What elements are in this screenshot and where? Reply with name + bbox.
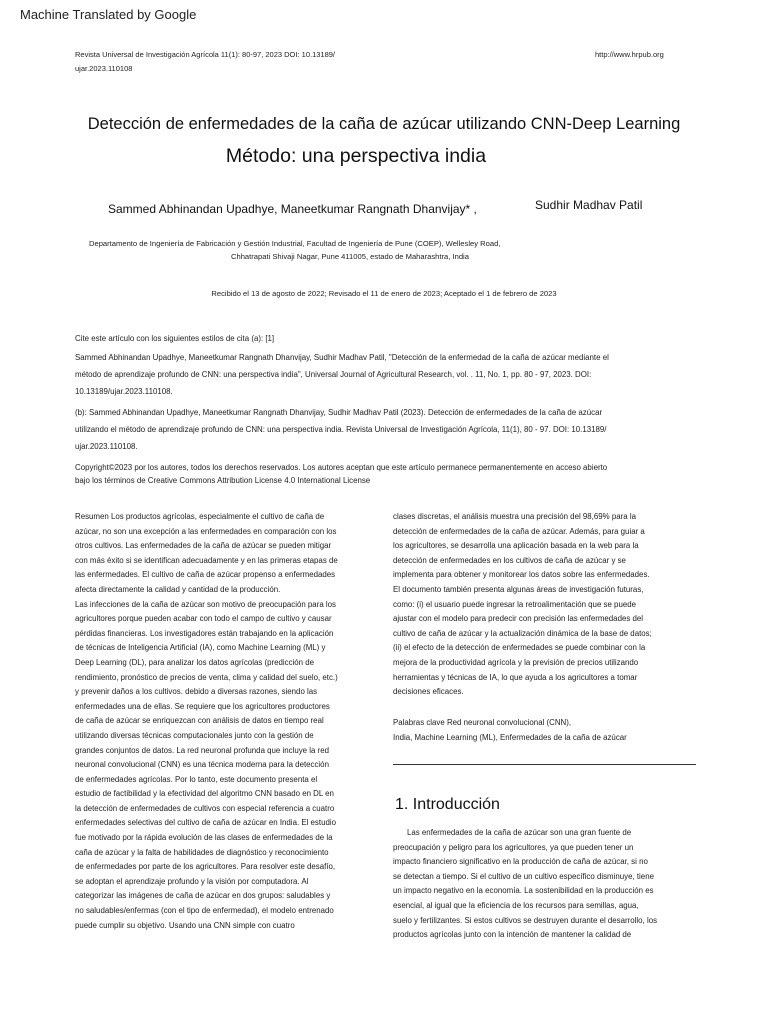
copyright-line: Copyright©2023 por los autores, todos los derechos reservados. Los autores aceptan que este artículo permanece permanentemente en acceso abierto [75, 463, 608, 472]
section-divider [393, 764, 696, 765]
abstract-line: estudio de factibilidad y la efectividad del algoritmo CNN basado en DL en [75, 789, 334, 799]
abstract-line: implementa para obtener y monitorear los datos sobre las enfermedades. [393, 570, 650, 580]
abstract-line: grandes conjuntos de datos. La red neuronal profunda que incluye la red [75, 745, 329, 755]
journal-citation-line-1: Revista Universal de Investigación Agrícola 11(1): 80-97, 2023 DOI: 10.13189/ [75, 50, 336, 59]
abstract-line: mejora de la productividad agrícola y la previsión de precios utilizando [393, 657, 639, 667]
citation-a-line: 10.13189/ujar.2023.110108. [75, 387, 173, 396]
citation-a [75, 349, 609, 400]
abstract-line: rendimiento, pronóstico de precios de venta, clima y calidad del suelo, etc.) [75, 672, 338, 682]
abstract-line: cultivo de caña de azúcar y la actualización dinámica de la base de datos; [393, 628, 652, 638]
abstract-line: decisiones eficaces. [393, 687, 464, 697]
keywords [393, 716, 627, 745]
citation-b-line: (b): Sammed Abhinandan Upadhye, Maneetkumar Rangnath Dhanvijay, Sudhir Madhav Patil (2023). Detección de enfermedades de la caña de azúcar [75, 408, 603, 417]
abstract-line: caña de azúcar y la falta de habilidades de diagnóstico y reconocimiento [75, 847, 329, 857]
abstract-left-column [75, 510, 338, 933]
abstract-line: los agricultores, se desarrolla una aplicación basada en la web para la [393, 541, 639, 551]
introduction-heading: 1. Introducción [395, 796, 500, 813]
paper-title-line-1: Detección de enfermedades de la caña de azúcar utilizando CNN-Deep Learning [87, 115, 681, 133]
abstract-line: detección de enfermedades en los cultivos de caña de azúcar y se [393, 555, 626, 565]
abstract-line: fue motivado por la rápida evolución de las clases de enfermedades de la [75, 833, 333, 843]
intro-line: un impacto negativo en la economía. La sostenibilidad en la producción es [393, 886, 654, 896]
abstract-line: otros cultivos. Las enfermedades de la caña de azúcar se pueden mitigar [75, 541, 332, 551]
intro-line: se detectan a tiempo. Si el cultivo de un cultivo específico disminuye, tiene [393, 871, 654, 881]
abstract-line: como: (i) el usuario puede ingresar la retroalimentación que se puede [393, 599, 636, 609]
abstract-line: neuronal convolucional (CNN) es una técnica moderna para la detección [75, 760, 329, 770]
author-third: Sudhir Madhav Patil [535, 198, 643, 212]
journal-url[interactable]: http://www.hrpub.org [595, 50, 664, 59]
abstract-line: la detección de enfermedades de cultivos con especial referencia a cuatro [75, 803, 335, 813]
keywords-line: India, Machine Learning (ML), Enfermedades de la caña de azúcar [393, 732, 627, 742]
abstract-line: de técnicas de Inteligencia Artificial (IA), como Machine Learning (ML) y [75, 643, 326, 653]
abstract-line: y prevenir daños a los cultivos. debido a diversas razones, siendo las [75, 687, 318, 697]
citation-b-line: ujar.2023.110108. [75, 442, 138, 451]
abstract-line: agricultores porque pueden acabar con todo el campo de cultivo y causar [75, 614, 332, 624]
abstract-line: herramientas y técnicas de IA, lo que ayuda a los agricultores a tomar [393, 672, 638, 682]
intro-line: productos agrícolas junto con la intención de mantener la calidad de [393, 930, 632, 940]
abstract-line: El documento también presenta algunas áreas de investigación futuras, [393, 584, 644, 594]
citation-a-line: Sammed Abhinandan Upadhye, Maneetkumar Rangnath Dhanvijay, Sudhir Madhav Patil, "Detección de la enfermedad de la caña de azúcar mediante el [75, 353, 609, 362]
citation-b [75, 404, 606, 455]
abstract-line: de caña de azúcar se enriquezcan con análisis de datos en tiempo real [75, 716, 324, 726]
intro-line: esencial, al igual que la eficiencia de los recursos para semillas, agua, [393, 900, 639, 910]
paper-title-line-2: Método: una perspectiva india [225, 145, 487, 167]
copyright-line: bajo los términos de Creative Commons Attribution License 4.0 International License [75, 475, 371, 485]
keywords-line: Palabras clave Red neuronal convolucional (CNN), [393, 718, 572, 727]
abstract-line: Deep Learning (DL), para analizar los datos agrícolas (predicción de [75, 657, 315, 667]
citation-a-line: método de aprendizaje profundo de CNN: una perspectiva india", Universal Journal of Agricultural Research, vol. . 11, No. 1, pp. 80 - 97, 2023. DOI: [75, 370, 592, 379]
abstract-line: Resumen Los productos agrícolas, especialmente el cultivo de caña de [75, 512, 325, 521]
abstract-line: no saludables/enfermas (con el tipo de enfermedad), el modelo entrenado [75, 906, 334, 916]
abstract-line: enfermedades una de ellas. Se requiere que los agricultores productores [75, 701, 330, 711]
abstract-line: detección de enfermedades de la caña de azúcar. Además, para guiar a [393, 526, 645, 536]
affiliation-line-1: Departamento de Ingeniería de Fabricación y Gestión Industrial, Facultad de Ingeniería de Pune (COEP), Wellesley Road, [89, 239, 501, 248]
journal-citation-line-2: ujar.2023.110108 [75, 64, 133, 73]
abstract-line: las enfermedades. El cultivo de caña de azúcar propenso a enfermedades [75, 570, 336, 580]
machine-translation-banner: Machine Translated by Google [20, 7, 197, 22]
abstract-line: utilizando diversas técnicas computacionales junto con la gestión de [75, 730, 314, 740]
abstract-line: afecta directamente la calidad y cantidad de la producción. [75, 584, 281, 594]
introduction-body [393, 826, 657, 943]
copyright-notice [75, 462, 607, 487]
intro-line: impacto financiero significativo en la producción de caña de azúcar, si no [393, 857, 648, 867]
abstract-line: azúcar, no son una excepción a las enfermedades en comparación con los [75, 526, 337, 536]
affiliation-line-2: Chhatrapati Shivaji Nagar, Pune 411005, estado de Maharashtra, India [231, 252, 469, 261]
abstract-line: puede cumplir su objetivo. Usando una CNN simple con cuatro [75, 920, 295, 930]
citation-b-line: utilizando el método de aprendizaje profundo de CNN: una perspectiva india. Revista Universal de Investigación Agrícola, 11(1), 80 - 97. DOI: 10.13189/ [75, 425, 607, 434]
authors-main: Sammed Abhinandan Upadhye, Maneetkumar Rangnath Dhanvijay* , [108, 202, 477, 216]
intro-line: suelo y fertilizantes. Si estos cultivos se destruyen durante el desarrollo, los [393, 915, 658, 925]
abstract-line: ajustar con el modelo para predecir con precisión las enfermedades del [393, 614, 644, 624]
abstract-line: de enfermedades por parte de los agricultores. Para resolver este desafío, [75, 862, 336, 872]
intro-line: Las enfermedades de la caña de azúcar son una gran fuente de [407, 828, 632, 837]
abstract-line: se adoptan el aprendizaje profundo y la visión por computadora. Al [75, 876, 309, 886]
cite-intro: Cite este artículo con los siguientes estilos de cita (a): [1] [75, 334, 275, 343]
abstract-line: pérdidas financieras. Los investigadores están trabajando en la aplicación [75, 628, 334, 638]
abstract-line: clases discretas, el análisis muestra una precisión del 98,69% para la [393, 512, 636, 521]
abstract-line: categorizar las imágenes de caña de azúcar en dos grupos: saludables y [75, 891, 331, 901]
abstract-line: con más éxito si se identifican adecuadamente y en las primeras etapas de [75, 555, 338, 565]
abstract-right-column [393, 510, 652, 700]
abstract-line: de enfermedades agrícolas. Por lo tanto, este documento presenta el [75, 774, 318, 784]
abstract-line: (ii) el efecto de la detección de enfermedades se puede combinar con la [393, 643, 646, 653]
abstract-line: enfermedades selectivas del cultivo de caña de azúcar en India. El estudio [75, 818, 336, 828]
abstract-line: Las infecciones de la caña de azúcar son motivo de preocupación para los [75, 599, 336, 609]
received-dates: Recibido el 13 de agosto de 2022; Revisado el 11 de enero de 2023; Aceptado el 1 de febrero de 2023 [211, 289, 557, 298]
intro-line: preocupación y peligro para los agricultores, ya que pueden tener un [393, 842, 634, 852]
